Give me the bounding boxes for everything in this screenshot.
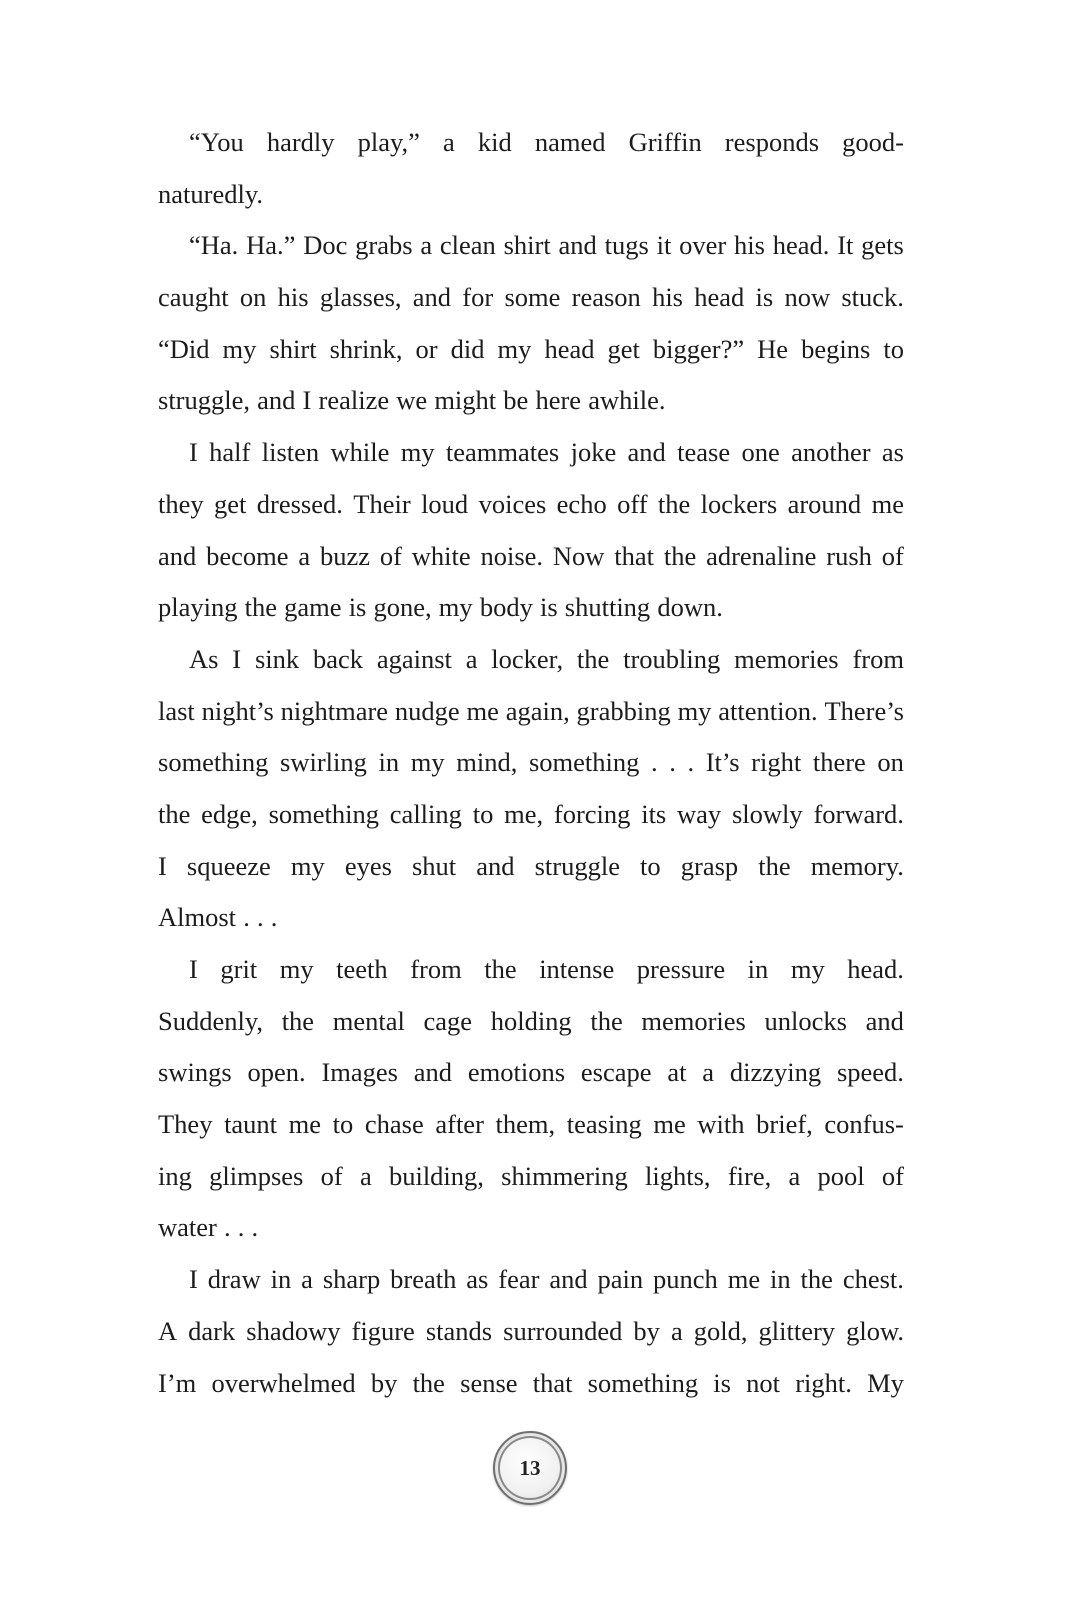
word: the bbox=[576, 643, 610, 674]
word: eyes bbox=[344, 850, 392, 881]
word: my bbox=[400, 437, 435, 468]
word: in bbox=[270, 1264, 292, 1295]
word: shirt bbox=[503, 230, 551, 261]
word: I’m bbox=[158, 1367, 197, 1398]
word: I bbox=[189, 437, 198, 468]
word: head bbox=[544, 333, 595, 364]
word: as bbox=[466, 1264, 489, 1295]
word: my bbox=[438, 592, 473, 623]
word: is bbox=[713, 1367, 731, 1398]
text-line bbox=[158, 737, 904, 789]
text-line bbox=[158, 1306, 904, 1358]
word: ing bbox=[158, 1160, 192, 1191]
text-line bbox=[158, 841, 904, 893]
word: down. bbox=[657, 592, 723, 623]
word: from bbox=[410, 954, 462, 984]
word: . bbox=[687, 747, 695, 778]
word: nudge bbox=[394, 695, 460, 726]
word: Their bbox=[353, 488, 411, 519]
text-line bbox=[158, 1151, 904, 1203]
word: of bbox=[379, 540, 402, 571]
word: water bbox=[158, 1212, 217, 1243]
word: dark bbox=[188, 1315, 236, 1346]
word: Now bbox=[552, 540, 605, 571]
word: emotions bbox=[467, 1057, 566, 1088]
word: is bbox=[539, 592, 558, 623]
word: shrink, bbox=[329, 333, 403, 364]
word: again, bbox=[505, 695, 570, 726]
word: not bbox=[746, 1367, 781, 1398]
word: lights, bbox=[645, 1160, 711, 1191]
word: dizzying bbox=[729, 1057, 822, 1088]
word: to bbox=[883, 333, 904, 364]
word: . bbox=[669, 747, 676, 778]
word: that bbox=[532, 1367, 573, 1398]
word: Suddenly, bbox=[158, 1005, 264, 1036]
word: with bbox=[697, 1109, 745, 1140]
word: become bbox=[206, 540, 289, 571]
word: in bbox=[378, 747, 400, 778]
word: or bbox=[415, 333, 438, 364]
word: and bbox=[257, 385, 296, 416]
word: is bbox=[348, 592, 367, 623]
word: Almost bbox=[158, 902, 237, 933]
word: confus- bbox=[824, 1109, 904, 1140]
word: stuck. bbox=[841, 282, 904, 313]
word: one bbox=[741, 437, 780, 468]
word: playing bbox=[158, 592, 238, 623]
word: I bbox=[302, 385, 312, 416]
word: his bbox=[652, 282, 683, 313]
word: open. bbox=[247, 1057, 306, 1088]
word: my bbox=[410, 747, 445, 778]
word: and bbox=[412, 282, 452, 313]
word: edge, bbox=[201, 798, 258, 829]
word: in bbox=[747, 954, 769, 984]
text-line bbox=[158, 117, 904, 169]
word: his bbox=[734, 230, 765, 261]
word: I bbox=[232, 643, 242, 674]
text-line bbox=[158, 375, 904, 427]
text-line bbox=[158, 1099, 904, 1151]
word: cage bbox=[423, 1005, 473, 1036]
word: something bbox=[158, 747, 269, 778]
word: fire, bbox=[727, 1160, 772, 1191]
word: I bbox=[189, 954, 198, 984]
word: good- bbox=[842, 127, 904, 157]
word: in bbox=[770, 1264, 791, 1295]
word: unlocks bbox=[764, 1005, 847, 1036]
word: on bbox=[877, 747, 904, 778]
text-line bbox=[158, 479, 904, 531]
word: shirt bbox=[269, 333, 317, 364]
word: My bbox=[867, 1367, 904, 1398]
word: I bbox=[158, 850, 167, 881]
word: them, bbox=[495, 1109, 556, 1140]
text-line bbox=[158, 996, 904, 1048]
text-line bbox=[158, 789, 904, 841]
word: now bbox=[784, 282, 831, 313]
word: memories bbox=[641, 1005, 746, 1036]
word: pressure bbox=[636, 954, 726, 984]
word: head. bbox=[847, 954, 904, 984]
word: by bbox=[370, 1367, 398, 1398]
word: of bbox=[881, 540, 904, 571]
word: around bbox=[787, 488, 862, 519]
word: a bbox=[702, 1057, 715, 1088]
word: my bbox=[279, 954, 314, 984]
word: and bbox=[413, 1057, 453, 1088]
word: nightmare bbox=[280, 695, 389, 726]
word: . bbox=[224, 1212, 231, 1243]
word: play,” bbox=[357, 127, 420, 157]
word: another bbox=[791, 437, 871, 468]
word: on bbox=[239, 282, 267, 313]
word: of bbox=[881, 1160, 904, 1191]
word: here bbox=[535, 385, 582, 416]
word: shutting bbox=[564, 592, 651, 623]
word: the bbox=[657, 488, 691, 519]
word: glittery bbox=[758, 1315, 836, 1346]
word: from bbox=[852, 643, 904, 674]
word: white bbox=[411, 540, 471, 571]
word: and bbox=[476, 850, 515, 881]
word: over bbox=[679, 230, 727, 261]
word: of bbox=[320, 1160, 343, 1191]
word: taunt bbox=[224, 1109, 278, 1140]
word: lockers bbox=[700, 488, 778, 519]
word: escape bbox=[580, 1057, 652, 1088]
word: we bbox=[396, 385, 428, 416]
word: memory. bbox=[810, 850, 904, 881]
word: listen bbox=[261, 437, 320, 468]
page-number-badge bbox=[493, 1431, 567, 1505]
word: sharp bbox=[322, 1264, 381, 1295]
text-line bbox=[158, 944, 904, 996]
word: . bbox=[237, 1212, 245, 1243]
word: Images bbox=[321, 1057, 398, 1088]
word: grabbing bbox=[576, 695, 671, 726]
word: a bbox=[788, 1160, 801, 1191]
word: I bbox=[189, 1264, 198, 1295]
word: bigger?” bbox=[652, 333, 745, 364]
word: responds bbox=[724, 127, 820, 157]
word: its bbox=[641, 798, 667, 829]
word: might bbox=[434, 385, 497, 416]
word: He bbox=[757, 333, 789, 364]
word: . bbox=[270, 902, 278, 933]
text-line bbox=[158, 324, 904, 376]
word: some bbox=[504, 282, 561, 313]
word: something bbox=[587, 1367, 699, 1398]
word: to bbox=[472, 798, 494, 829]
word: calling bbox=[389, 798, 462, 829]
word: chase bbox=[364, 1109, 424, 1140]
word: be bbox=[503, 385, 529, 416]
word: A bbox=[158, 1315, 178, 1346]
word: me bbox=[653, 1109, 686, 1140]
word: a bbox=[465, 643, 478, 674]
text-line bbox=[158, 582, 904, 634]
word: my bbox=[290, 850, 325, 881]
word: it bbox=[656, 230, 672, 261]
word: at bbox=[667, 1057, 687, 1088]
word: troubling bbox=[623, 643, 721, 674]
word: pain bbox=[597, 1264, 644, 1295]
word: loud bbox=[421, 488, 469, 519]
text-line bbox=[158, 531, 904, 583]
word: teasing bbox=[566, 1109, 642, 1140]
word: “Did bbox=[158, 333, 210, 364]
word: me bbox=[466, 695, 499, 726]
text-line bbox=[158, 220, 904, 272]
word: to bbox=[640, 850, 661, 881]
word: my bbox=[677, 695, 712, 726]
word: glasses, bbox=[319, 282, 402, 313]
word: for bbox=[462, 282, 494, 313]
body-text bbox=[158, 117, 904, 1409]
word: a bbox=[443, 127, 455, 157]
word: draw bbox=[207, 1264, 261, 1295]
word: right. bbox=[795, 1367, 852, 1398]
word: fear bbox=[498, 1264, 540, 1295]
word: “You bbox=[189, 127, 244, 157]
word: . bbox=[256, 902, 264, 933]
word: there bbox=[812, 747, 866, 778]
word: kid bbox=[477, 127, 512, 157]
word: grasp bbox=[680, 850, 739, 881]
word: my bbox=[790, 954, 825, 984]
word: me bbox=[727, 1264, 761, 1295]
word: struggle bbox=[534, 850, 620, 881]
word: building, bbox=[388, 1160, 484, 1191]
word: my bbox=[497, 333, 532, 364]
word: did bbox=[450, 333, 485, 364]
word: way bbox=[677, 798, 722, 829]
word: that bbox=[614, 540, 655, 571]
word: teeth bbox=[336, 954, 388, 984]
word: gets bbox=[861, 230, 904, 261]
word: chest. bbox=[842, 1264, 904, 1295]
word: holding bbox=[490, 1005, 572, 1036]
word: struggle, bbox=[158, 385, 250, 416]
word: right bbox=[751, 747, 802, 778]
word: game bbox=[284, 592, 342, 623]
word: glow. bbox=[846, 1315, 904, 1346]
word: head. bbox=[772, 230, 830, 261]
text-line bbox=[158, 686, 904, 738]
word: realize bbox=[318, 385, 390, 416]
word: a bbox=[420, 230, 433, 261]
word: while bbox=[330, 437, 390, 468]
word: the bbox=[484, 954, 517, 984]
word: the bbox=[244, 592, 278, 623]
word: a bbox=[670, 1315, 683, 1346]
word: the bbox=[758, 850, 791, 881]
word: echo bbox=[556, 488, 607, 519]
word: locker, bbox=[491, 643, 564, 674]
word: a bbox=[298, 540, 311, 571]
word: forcing bbox=[553, 798, 631, 829]
page-number: 13 bbox=[519, 1455, 541, 1480]
word: attention. bbox=[718, 695, 818, 726]
text-line bbox=[158, 427, 904, 479]
word: and bbox=[627, 437, 666, 468]
word: Ha.” bbox=[246, 230, 296, 261]
word: a bbox=[301, 1264, 313, 1295]
word: They bbox=[158, 1109, 213, 1140]
word: the bbox=[663, 540, 697, 571]
word: gone, bbox=[373, 592, 432, 623]
word: back bbox=[312, 643, 363, 674]
word: speed. bbox=[836, 1057, 904, 1088]
word: head bbox=[694, 282, 745, 313]
word: the bbox=[281, 1005, 315, 1036]
word: voices bbox=[478, 488, 547, 519]
word: hardly bbox=[266, 127, 335, 157]
word: his bbox=[277, 282, 309, 313]
word: tease bbox=[677, 437, 731, 468]
word: sink bbox=[254, 643, 300, 674]
text-line bbox=[158, 1047, 904, 1099]
word: and bbox=[558, 230, 597, 261]
word: It’s bbox=[705, 747, 740, 778]
word: the bbox=[158, 798, 191, 829]
word: brief, bbox=[756, 1109, 813, 1140]
word: buzz bbox=[319, 540, 370, 571]
word: me bbox=[288, 1109, 322, 1140]
word: squeeze bbox=[186, 850, 271, 881]
word: get bbox=[607, 333, 640, 364]
word: intense bbox=[539, 954, 615, 984]
word: . bbox=[650, 747, 658, 778]
word: begins bbox=[801, 333, 871, 364]
word: mental bbox=[332, 1005, 405, 1036]
word: adrenaline bbox=[706, 540, 817, 571]
word: surrounded bbox=[503, 1315, 623, 1346]
text-line bbox=[158, 1202, 904, 1254]
word: reason bbox=[571, 282, 641, 313]
word: Griffin bbox=[628, 127, 702, 157]
word: caught bbox=[158, 282, 229, 313]
word: dressed. bbox=[256, 488, 343, 519]
word: mind, bbox=[456, 747, 518, 778]
word: me bbox=[871, 488, 904, 519]
word: . bbox=[251, 1212, 259, 1243]
word: memories bbox=[734, 643, 839, 674]
word: clean bbox=[439, 230, 496, 261]
word: glimpses bbox=[209, 1160, 304, 1191]
word: stands bbox=[425, 1315, 493, 1346]
text-line bbox=[158, 892, 904, 944]
word: last bbox=[158, 695, 195, 726]
word: my bbox=[222, 333, 257, 364]
word: body bbox=[479, 592, 533, 623]
text-line bbox=[158, 634, 904, 686]
word: get bbox=[214, 488, 247, 519]
word: half bbox=[209, 437, 251, 468]
word: overwhelmed bbox=[211, 1367, 356, 1398]
word: shut bbox=[411, 850, 457, 881]
word: pool bbox=[817, 1160, 865, 1191]
word: they bbox=[158, 488, 204, 519]
word: gold, bbox=[693, 1315, 748, 1346]
word: . bbox=[243, 902, 250, 933]
word: tugs bbox=[604, 230, 649, 261]
word: shimmering bbox=[501, 1160, 628, 1191]
word: swirling bbox=[280, 747, 367, 778]
word: something bbox=[268, 798, 380, 829]
word: me, bbox=[504, 798, 544, 829]
word: to bbox=[332, 1109, 354, 1140]
word: breath bbox=[390, 1264, 457, 1295]
word: slowly bbox=[731, 798, 803, 829]
word: and bbox=[549, 1264, 588, 1295]
text-line bbox=[158, 272, 904, 324]
word: Doc bbox=[303, 230, 348, 261]
word: and bbox=[158, 540, 197, 571]
word: against bbox=[376, 643, 452, 674]
word: named bbox=[534, 127, 606, 157]
word: There’s bbox=[824, 695, 904, 726]
word: It bbox=[837, 230, 854, 261]
word: grit bbox=[220, 954, 258, 984]
word: grabs bbox=[355, 230, 413, 261]
word: naturedly. bbox=[158, 178, 263, 209]
word: the bbox=[590, 1005, 623, 1036]
word: As bbox=[189, 643, 219, 674]
word: after bbox=[435, 1109, 484, 1140]
word: teammates bbox=[445, 437, 560, 468]
text-line bbox=[158, 1254, 904, 1306]
word: noise. bbox=[480, 540, 544, 571]
word: swings bbox=[158, 1057, 232, 1088]
word: night’s bbox=[201, 695, 274, 726]
word: awhile. bbox=[588, 385, 666, 416]
word: forward. bbox=[813, 798, 904, 829]
word: the bbox=[800, 1264, 833, 1295]
word: rush bbox=[826, 540, 872, 571]
text-line bbox=[158, 1358, 904, 1410]
word: something bbox=[528, 747, 640, 778]
text-line bbox=[158, 169, 904, 221]
word: the bbox=[412, 1367, 445, 1398]
word: by bbox=[633, 1315, 660, 1346]
word: figure bbox=[351, 1315, 415, 1346]
word: punch bbox=[653, 1264, 718, 1295]
word: is bbox=[755, 282, 774, 313]
word: joke bbox=[570, 437, 617, 468]
word: off bbox=[617, 488, 648, 519]
word: “Ha. bbox=[189, 230, 239, 261]
word: shadowy bbox=[246, 1315, 341, 1346]
word: a bbox=[359, 1160, 372, 1191]
word: and bbox=[865, 1005, 904, 1036]
word: sense bbox=[460, 1367, 518, 1398]
word: as bbox=[881, 437, 904, 468]
